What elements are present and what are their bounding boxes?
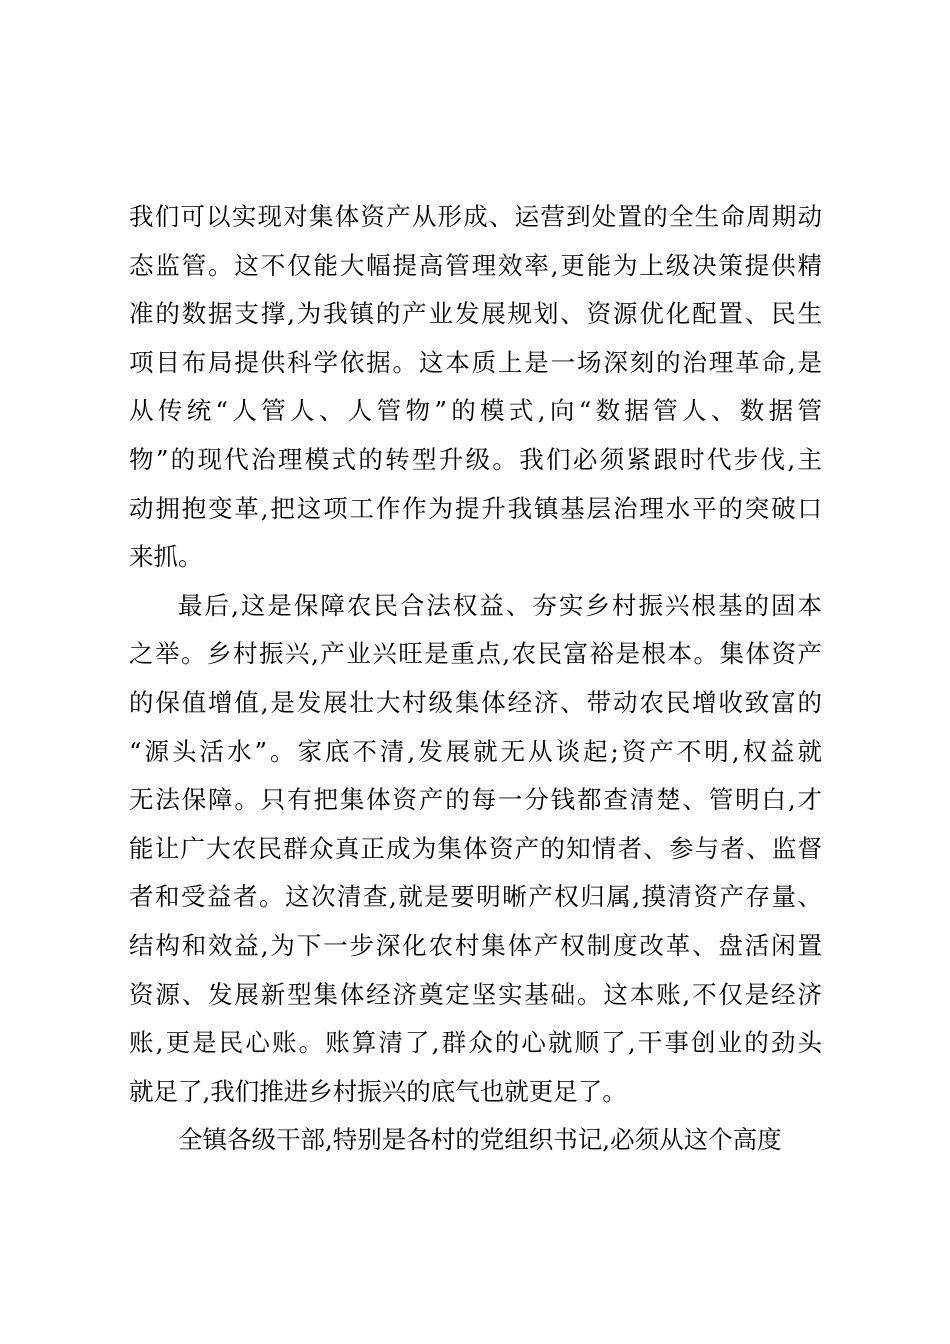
text-line: 无法保障。只有把集体资产的每一分钱都查清楚、管明白,才 — [129, 785, 822, 815]
text-line: 的保值增值,是发展壮大村级集体经济、带动农民增收致富的 — [129, 687, 822, 717]
text-line: 最后,这是保障农民合法权益、夯实乡村振兴根基的固本 — [178, 590, 822, 620]
text-line: 态监管。这不仅能大幅提高管理效率,更能为上级决策提供精 — [129, 250, 822, 280]
text-line: “源头活水”。家底不清,发展就无从谈起;资产不明,权益就 — [129, 736, 822, 766]
text-line: 结构和效益,为下一步深化农村集体产权制度改革、盘活闲置 — [129, 930, 822, 960]
text-line: 我们可以实现对集体资产从形成、运营到处置的全生命周期动 — [129, 202, 822, 231]
text-line: 来抓。 — [129, 542, 203, 572]
text-line: 全镇各级干部,特别是各村的党组织书记,必须从这个高度 — [178, 1125, 782, 1155]
body-text — [129, 193, 822, 1165]
text-line: 资源、发展新型集体经济奠定坚实基础。这本账,不仅是经济 — [129, 979, 822, 1009]
text-line: 者和受益者。这次清查,就是要明晰产权归属,摸清资产存量、 — [129, 882, 822, 912]
text-line: 账,更是民心账。账算清了,群众的心就顺了,干事创业的劲头 — [129, 1028, 822, 1058]
text-line: 项目布局提供科学依据。这本质上是一场深刻的治理革命,是 — [129, 347, 822, 377]
text-line: 动拥抱变革,把这项工作作为提升我镇基层治理水平的突破口 — [129, 493, 822, 523]
text-line: 准的数据支撑,为我镇的产业发展规划、资源优化配置、民生 — [129, 299, 822, 329]
text-line: 能让广大农民群众真正成为集体资产的知情者、参与者、监督 — [129, 833, 822, 863]
text-line: 就足了,我们推进乡村振兴的底气也就更足了。 — [129, 1076, 627, 1106]
text-line: 从传统“人管人、人管物”的模式,向“数据管人、数据管 — [129, 396, 822, 426]
text-line: 之举。乡村振兴,产业兴旺是重点,农民富裕是根本。集体资产 — [129, 639, 822, 669]
text-line: 物”的现代治理模式的转型升级。我们必须紧跟时代步伐,主 — [129, 444, 822, 474]
